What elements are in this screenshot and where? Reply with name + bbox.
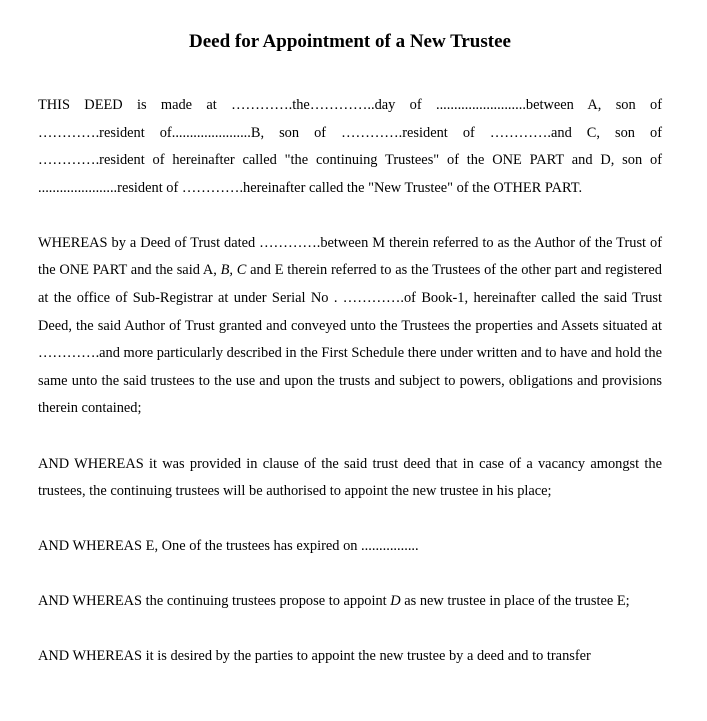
paragraph-whereas-expired <box>38 533 662 561</box>
text-run: WHEREAS by a Deed of Trust dated ………….between M therein referred to as the Author of the Trust of the ONE PART and the said A, <box>38 234 662 279</box>
text-run: THIS DEED is made at ………….the…………..day of .........................between A, son of ………….resident of......................B, son of ………….resident of ………….and C, son of ………….resident of hereinafter called "the continuing Trustees" of the ONE PART and D, son of ......................resident of ………….hereinafter called the "New Trustee" of the OTHER PART. <box>38 97 662 196</box>
paragraph-whereas-trust-deed <box>38 230 662 423</box>
text-run: AND WHEREAS E, One of the trustees has expired on ................ <box>38 538 419 555</box>
text-run-italic: D <box>390 593 401 610</box>
text-run: AND WHEREAS it is desired by the parties to appoint the new trustee by a deed and to transfer <box>38 648 591 665</box>
text-run: AND WHEREAS it was provided in clause of the said trust deed that in case of a vacancy amongst the trustees, the continuing trustees will be authorised to appoint the new trustee in his place; <box>38 455 662 500</box>
text-run: and E therein referred to as the Trustees of the other part and registered at the office of Sub-Registrar at under Serial No . ………….of Book-1, hereinafter called the said Trust Deed, the said Author of Trust granted and conveyed unto the Trustees the properties and Assets situated at ………….and more particularly described in the First Schedule there under written and to have and hold the same unto the said trustees to the use and upon the trusts and subject to powers, obligations and provisions therein contained; <box>38 262 662 417</box>
paragraph-whereas-desired <box>38 643 662 671</box>
document-title: Deed for Appointment of a New Trustee <box>189 31 511 52</box>
text-run: AND WHEREAS the continuing trustees propose to appoint <box>38 593 391 610</box>
text-run: as new trustee in place of the trustee E; <box>400 593 630 610</box>
paragraph-whereas-vacancy <box>38 451 662 506</box>
paragraph-whereas-propose <box>38 588 662 616</box>
text-run-italic: B, C <box>220 262 247 279</box>
paragraph-parties <box>38 92 662 202</box>
